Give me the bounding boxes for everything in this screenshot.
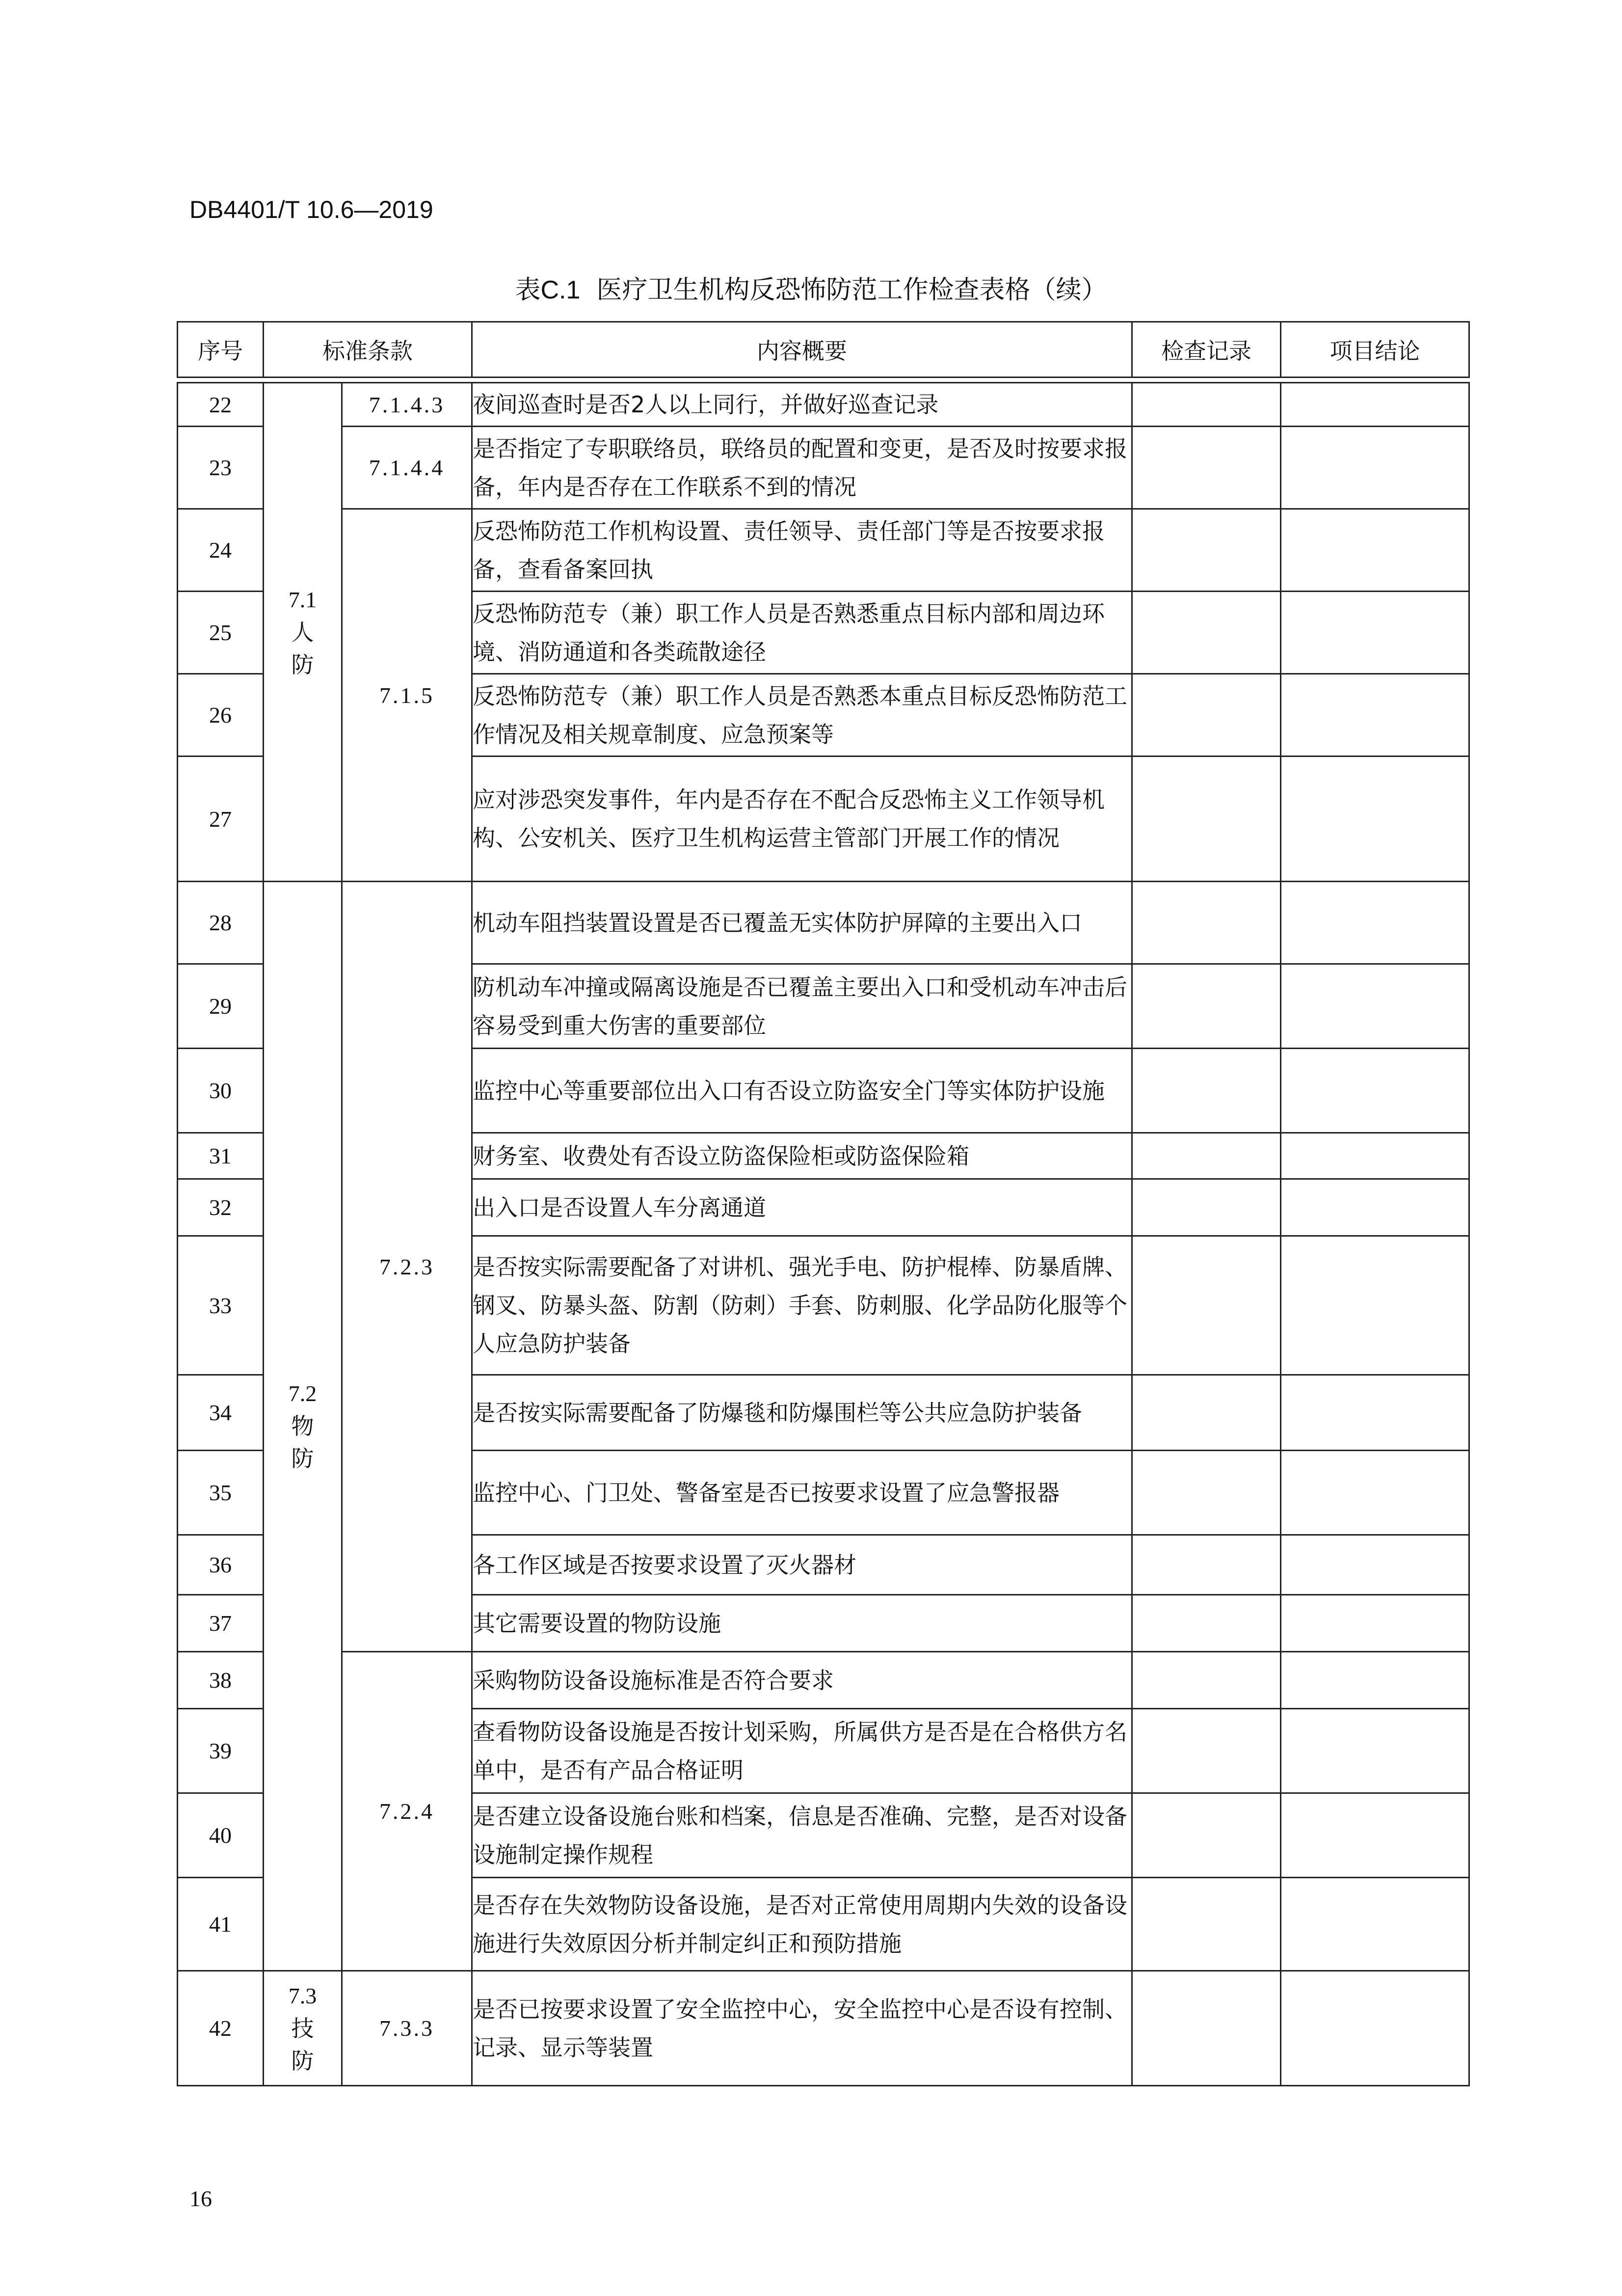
check-record-cell[interactable] bbox=[1132, 882, 1281, 964]
section-number: 7.3 bbox=[288, 1983, 317, 2008]
check-record-cell[interactable] bbox=[1132, 1049, 1281, 1133]
row-seq: 41 bbox=[178, 1878, 264, 1971]
row-seq: 24 bbox=[178, 509, 264, 592]
check-record-cell[interactable] bbox=[1132, 1971, 1281, 2086]
check-record-cell[interactable] bbox=[1132, 592, 1281, 674]
table-title-text: 医疗卫生机构反恐怖防范工作检查表格（续） bbox=[596, 275, 1107, 305]
section-label-1: 人 bbox=[291, 619, 314, 646]
row-content: 是否存在失效物防设备设施，是否对正常使用周期内失效的设备设施进行失效原因分析并制定纠正和预防措施 bbox=[472, 1878, 1132, 1971]
row-content: 监控中心等重要部位出入口有否设立防盗安全门等实体防护设施 bbox=[472, 1049, 1132, 1133]
check-record-cell[interactable] bbox=[1132, 383, 1281, 427]
section-label-1: 技 bbox=[291, 2015, 314, 2042]
check-record-cell[interactable] bbox=[1132, 1535, 1281, 1595]
conclusion-cell[interactable] bbox=[1281, 1652, 1469, 1709]
header-gap bbox=[178, 378, 1469, 383]
row-seq: 38 bbox=[178, 1652, 264, 1709]
row-content: 监控中心、门卫处、警备室是否已按要求设置了应急警报器 bbox=[472, 1451, 1132, 1535]
conclusion-cell[interactable] bbox=[1281, 1971, 1469, 2086]
section-7-2 bbox=[264, 882, 342, 1971]
document-id: DB4401/T 10.6—2019 bbox=[189, 196, 433, 223]
check-record-cell[interactable] bbox=[1132, 1595, 1281, 1652]
row-content: 是否指定了专职联络员，联络员的配置和变更，是否及时按要求报备，年内是否存在工作联系不到的情况 bbox=[472, 427, 1132, 509]
check-record-cell[interactable] bbox=[1132, 1375, 1281, 1451]
row-seq: 37 bbox=[178, 1595, 264, 1652]
conclusion-cell[interactable] bbox=[1281, 756, 1469, 882]
row-seq: 36 bbox=[178, 1535, 264, 1595]
header-conclusion: 项目结论 bbox=[1281, 322, 1469, 378]
conclusion-cell[interactable] bbox=[1281, 1049, 1469, 1133]
clause-cell: 7.1.4.3 bbox=[342, 383, 472, 427]
row-content: 反恐怖防范专（兼）职工作人员是否熟悉本重点目标反恐怖防范工作情况及相关规章制度、应急预案等 bbox=[472, 674, 1132, 756]
row-seq: 28 bbox=[178, 882, 264, 964]
row-content: 反恐怖防范工作机构设置、责任领导、责任部门等是否按要求报备，查看备案回执 bbox=[472, 509, 1132, 592]
header-clause: 标准条款 bbox=[264, 322, 472, 378]
row-seq: 42 bbox=[178, 1971, 264, 2086]
conclusion-cell[interactable] bbox=[1281, 1709, 1469, 1793]
row-seq: 27 bbox=[178, 756, 264, 882]
row-content: 反恐怖防范专（兼）职工作人员是否熟悉重点目标内部和周边环境、消防通道和各类疏散途径 bbox=[472, 592, 1132, 674]
check-record-cell[interactable] bbox=[1132, 674, 1281, 756]
conclusion-cell[interactable] bbox=[1281, 674, 1469, 756]
row-content: 是否按实际需要配备了防爆毯和防爆围栏等公共应急防护装备 bbox=[472, 1375, 1132, 1451]
section-7-1 bbox=[264, 383, 342, 882]
row-seq: 32 bbox=[178, 1179, 264, 1236]
check-record-cell[interactable] bbox=[1132, 1793, 1281, 1878]
row-content: 防机动车冲撞或隔离设施是否已覆盖主要出入口和受机动车冲击后容易受到重大伤害的重要部位 bbox=[472, 964, 1132, 1049]
row-content: 应对涉恐突发事件，年内是否存在不配合反恐怖主义工作领导机构、公安机关、医疗卫生机构运营主管部门开展工作的情况 bbox=[472, 756, 1132, 882]
conclusion-cell[interactable] bbox=[1281, 1595, 1469, 1652]
table-row bbox=[178, 1971, 1469, 2086]
row-seq: 30 bbox=[178, 1049, 264, 1133]
check-record-cell[interactable] bbox=[1132, 427, 1281, 509]
row-content: 是否按实际需要配备了对讲机、强光手电、防护棍棒、防暴盾牌、钢叉、防暴头盔、防割（防刺）手套、防刺服、化学品防化服等个人应急防护装备 bbox=[472, 1236, 1132, 1375]
conclusion-cell[interactable] bbox=[1281, 882, 1469, 964]
section-label-2: 防 bbox=[291, 2047, 314, 2074]
row-content: 机动车阻挡装置设置是否已覆盖无实体防护屏障的主要出入口 bbox=[472, 882, 1132, 964]
header-content: 内容概要 bbox=[472, 322, 1132, 378]
section-number: 7.2 bbox=[288, 1381, 317, 1406]
row-content: 出入口是否设置人车分离通道 bbox=[472, 1179, 1132, 1236]
conclusion-cell[interactable] bbox=[1281, 1179, 1469, 1236]
check-record-cell[interactable] bbox=[1132, 964, 1281, 1049]
conclusion-cell[interactable] bbox=[1281, 592, 1469, 674]
check-record-cell[interactable] bbox=[1132, 756, 1281, 882]
check-record-cell[interactable] bbox=[1132, 1179, 1281, 1236]
conclusion-cell[interactable] bbox=[1281, 1878, 1469, 1971]
conclusion-cell[interactable] bbox=[1281, 1236, 1469, 1375]
header-seq: 序号 bbox=[178, 322, 264, 378]
table-header-row bbox=[178, 322, 1469, 378]
checklist-table bbox=[177, 321, 1470, 2086]
row-seq: 40 bbox=[178, 1793, 264, 1878]
check-record-cell[interactable] bbox=[1132, 1652, 1281, 1709]
conclusion-cell[interactable] bbox=[1281, 427, 1469, 509]
row-seq: 35 bbox=[178, 1451, 264, 1535]
section-7-3 bbox=[264, 1971, 342, 2086]
row-content: 是否建立设备设施台账和档案，信息是否准确、完整，是否对设备设施制定操作规程 bbox=[472, 1793, 1132, 1878]
section-number: 7.1 bbox=[288, 587, 317, 612]
conclusion-cell[interactable] bbox=[1281, 964, 1469, 1049]
table-row bbox=[178, 383, 1469, 427]
section-label-2: 防 bbox=[291, 1445, 314, 1472]
conclusion-cell[interactable] bbox=[1281, 1535, 1469, 1595]
conclusion-cell[interactable] bbox=[1281, 383, 1469, 427]
row-seq: 33 bbox=[178, 1236, 264, 1375]
conclusion-cell[interactable] bbox=[1281, 1375, 1469, 1451]
row-content: 财务室、收费处有否设立防盗保险柜或防盗保险箱 bbox=[472, 1133, 1132, 1179]
table-title-number: C.1 bbox=[540, 276, 581, 304]
clause-cell: 7.2.4 bbox=[342, 1652, 472, 1971]
row-seq: 31 bbox=[178, 1133, 264, 1179]
table-title bbox=[0, 269, 1622, 306]
check-record-cell[interactable] bbox=[1132, 509, 1281, 592]
check-record-cell[interactable] bbox=[1132, 1451, 1281, 1535]
row-content: 夜间巡查时是否2人以上同行，并做好巡查记录 bbox=[472, 383, 1132, 427]
row-content: 其它需要设置的物防设施 bbox=[472, 1595, 1132, 1652]
header-record: 检查记录 bbox=[1132, 322, 1281, 378]
table-row bbox=[178, 1652, 1469, 1709]
row-content: 各工作区域是否按要求设置了灭火器材 bbox=[472, 1535, 1132, 1595]
row-seq: 22 bbox=[178, 383, 264, 427]
row-seq: 39 bbox=[178, 1709, 264, 1793]
conclusion-cell[interactable] bbox=[1281, 1451, 1469, 1535]
conclusion-cell[interactable] bbox=[1281, 1133, 1469, 1179]
row-seq: 29 bbox=[178, 964, 264, 1049]
table-title-prefix: 表 bbox=[515, 275, 541, 305]
table-row bbox=[178, 882, 1469, 964]
check-record-cell[interactable] bbox=[1132, 1133, 1281, 1179]
conclusion-cell[interactable] bbox=[1281, 509, 1469, 592]
section-label-2: 防 bbox=[291, 651, 314, 678]
check-record-cell[interactable] bbox=[1132, 1878, 1281, 1971]
clause-cell: 7.3.3 bbox=[342, 1971, 472, 2086]
table-row bbox=[178, 427, 1469, 509]
row-content: 查看物防设备设施是否按计划采购，所属供方是否是在合格供方名单中，是否有产品合格证明 bbox=[472, 1709, 1132, 1793]
clause-cell: 7.2.3 bbox=[342, 882, 472, 1652]
page-number: 16 bbox=[189, 2186, 212, 2211]
row-seq: 23 bbox=[178, 427, 264, 509]
row-seq: 25 bbox=[178, 592, 264, 674]
check-record-cell[interactable] bbox=[1132, 1709, 1281, 1793]
row-seq: 26 bbox=[178, 674, 264, 756]
check-record-cell[interactable] bbox=[1132, 1236, 1281, 1375]
clause-cell: 7.1.5 bbox=[342, 509, 472, 882]
row-seq: 34 bbox=[178, 1375, 264, 1451]
row-content: 采购物防设备设施标准是否符合要求 bbox=[472, 1652, 1132, 1709]
conclusion-cell[interactable] bbox=[1281, 1793, 1469, 1878]
row-content: 是否已按要求设置了安全监控中心，安全监控中心是否设有控制、记录、显示等装置 bbox=[472, 1971, 1132, 2086]
clause-cell: 7.1.4.4 bbox=[342, 427, 472, 509]
section-label-1: 物 bbox=[291, 1413, 314, 1439]
table-row bbox=[178, 509, 1469, 592]
